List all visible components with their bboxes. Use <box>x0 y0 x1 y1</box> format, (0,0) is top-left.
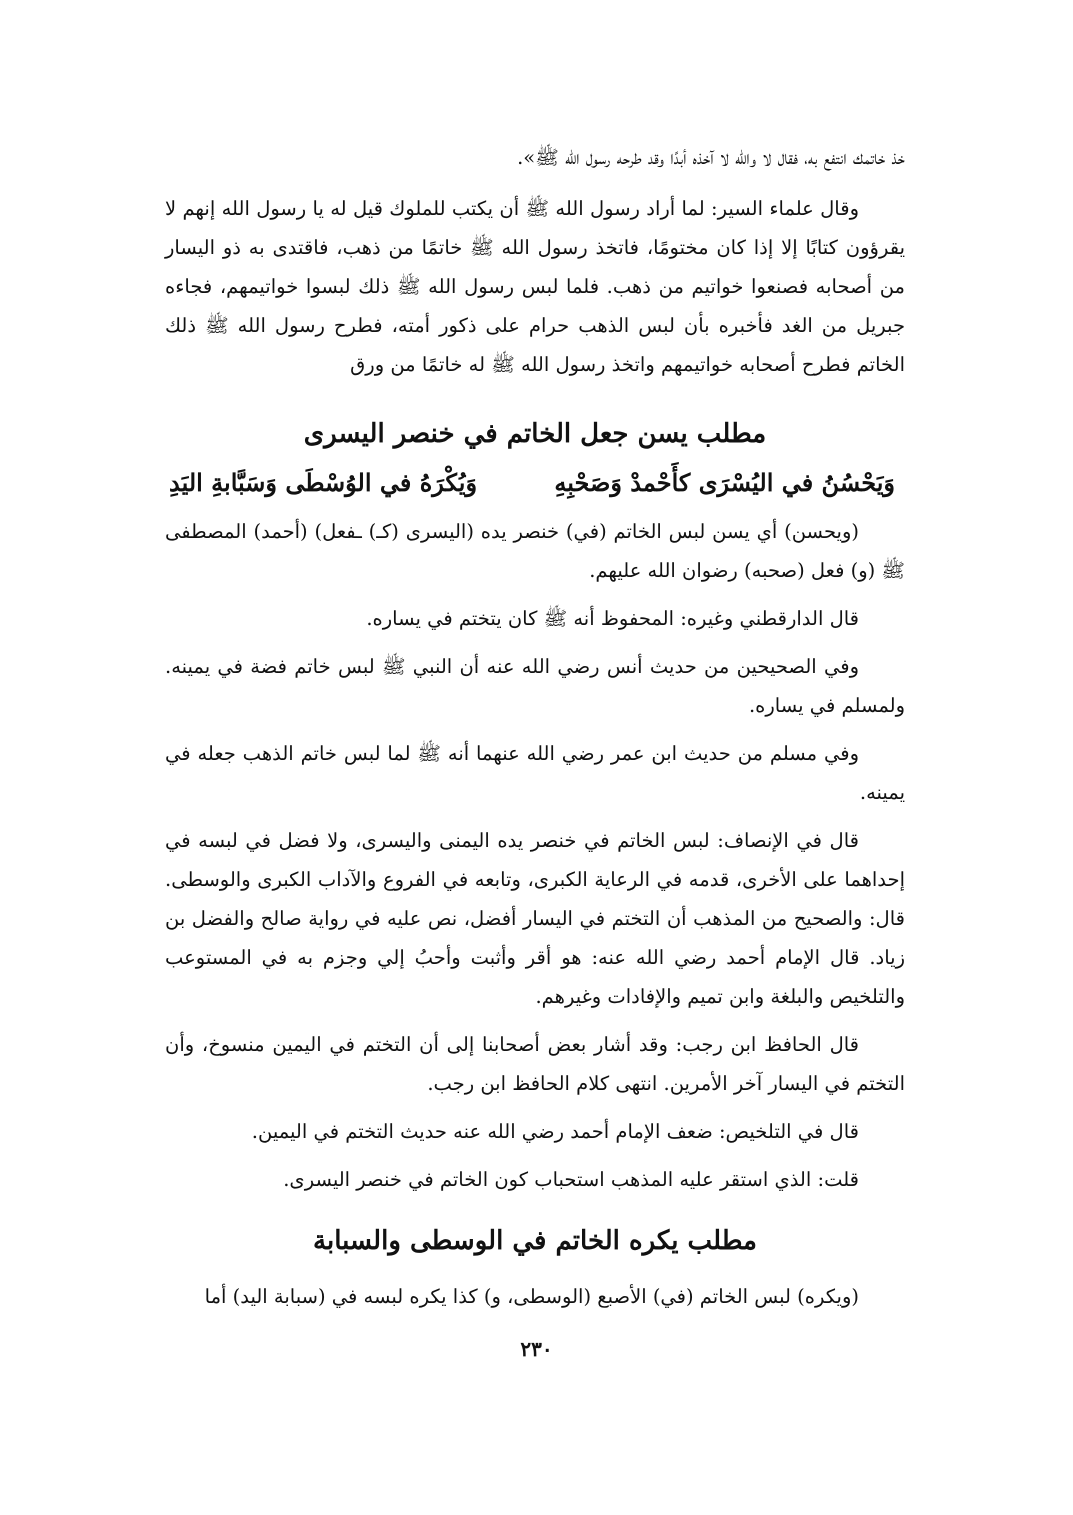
poem-verse <box>165 462 905 504</box>
verse-first-hemistich: وَيَحْسُنُ في اليُسْرَى كأَحْمدْ وَصَحْبِهِ <box>554 468 895 497</box>
commentary-paragraph: (ويحسن) أي يسن لبس الخاتم (في) خنصر يده (اليسرى (كـ) ـفعل) (أحمد) المصطفى ﷺ (و) فعل (صحبه) رضوان الله عليهم. <box>165 520 905 582</box>
sira-paragraph: وقال علماء السير: لما أراد رسول الله ﷺ أن يكتب للملوك قيل له يا رسول الله إنهم لا يقرؤون كتابًا إلا إذا كان مختومًا، فاتخذ رسول الله ﷺ خاتمًا من ذهب، فاقتدى به ذو اليسار من أصحابه فصنعوا خواتيم من ذهب. فلما لبس رسول الله ﷺ ذلك لبسوا خواتيمهم، فجاءه جبريل من الغد فأخبره بأن لبس الذهب حرام على ذكور أمته، فطرح رسول الله ﷺ ذلك الخاتم فطرح أصحابه خواتيمهم واتخذ رسول الله ﷺ له خاتمًا من ورق <box>165 197 905 376</box>
daraqutni-paragraph: قال الدارقطني وغيره: المحفوظ أنه ﷺ كان يتختم في يساره. <box>366 607 859 630</box>
ibn-rajab-paragraph: قال الحافظ ابن رجب: وقد أشار بعض أصحابنا إلى أن التختم في اليمين منسوخ، وأن التختم في اليسار آخر الأمرين. انتهى كلام الحافظ ابن رجب. <box>165 1033 905 1095</box>
page-body <box>165 138 905 1325</box>
section-heading-left-hand: مطلب يسن جعل الخاتم في خنصر اليسرى <box>303 419 767 449</box>
talkhis-paragraph: قال في التلخيص: ضعف الإمام أحمد رضي الله عنه حديث التختم في اليمين. <box>251 1120 859 1143</box>
verse-second-hemistich: وَيُكْرَهُ في الوُسْطَى وَسَبَّابةِ اليَدِ <box>169 468 478 497</box>
sahihayn-paragraph: وفي الصحيحين من حديث أنس رضي الله عنه أن النبي ﷺ لبس خاتم فضة في يمينه. ولمسلم في يساره. <box>165 655 905 717</box>
conclusion-paragraph: قلت: الذي استقر عليه المذهب استحباب كون الخاتم في خنصر اليسرى. <box>283 1168 859 1191</box>
makruh-paragraph: (ويكره) لبس الخاتم (في) الأصبع (الوسطى، و) كذا يكره لبسه في (سبابة اليد) أما <box>204 1285 859 1308</box>
section-heading-middle-index: مطلب يكره الخاتم في الوسطى والسبابة <box>313 1226 757 1256</box>
page-number: ٢٣٠ <box>520 1337 553 1361</box>
muslim-paragraph: وفي مسلم من حديث ابن عمر رضي الله عنهما أنه ﷺ لما لبس خاتم الذهب جعله في يمينه. <box>165 742 905 804</box>
insaf-paragraph: قال في الإنصاف: لبس الخاتم في خنصر يده اليمنى واليسرى، ولا فضل في لبسه في إحداهما على الأخرى، قدمه في الرعاية الكبرى، وتابعه في الفروع والآداب الكبرى والوسطى. قال: والصحيح من المذهب أن التختم في اليسار أفضل، نص عليه في رواية صالح والفضل بن زياد. قال الإمام أحمد رضي الله عنه: هو أقر وأثبت وأحبُ إلي وجزم به في المستوعب والتلخيص والبلغة وابن تميم والإفادات وغيرهم. <box>165 829 905 1008</box>
continuation-paragraph: خذ خاتمك انتفع به، فقال لا والله لا آخذه أبدًا وقد طرحه رسول الله ﷺ». <box>517 146 905 169</box>
